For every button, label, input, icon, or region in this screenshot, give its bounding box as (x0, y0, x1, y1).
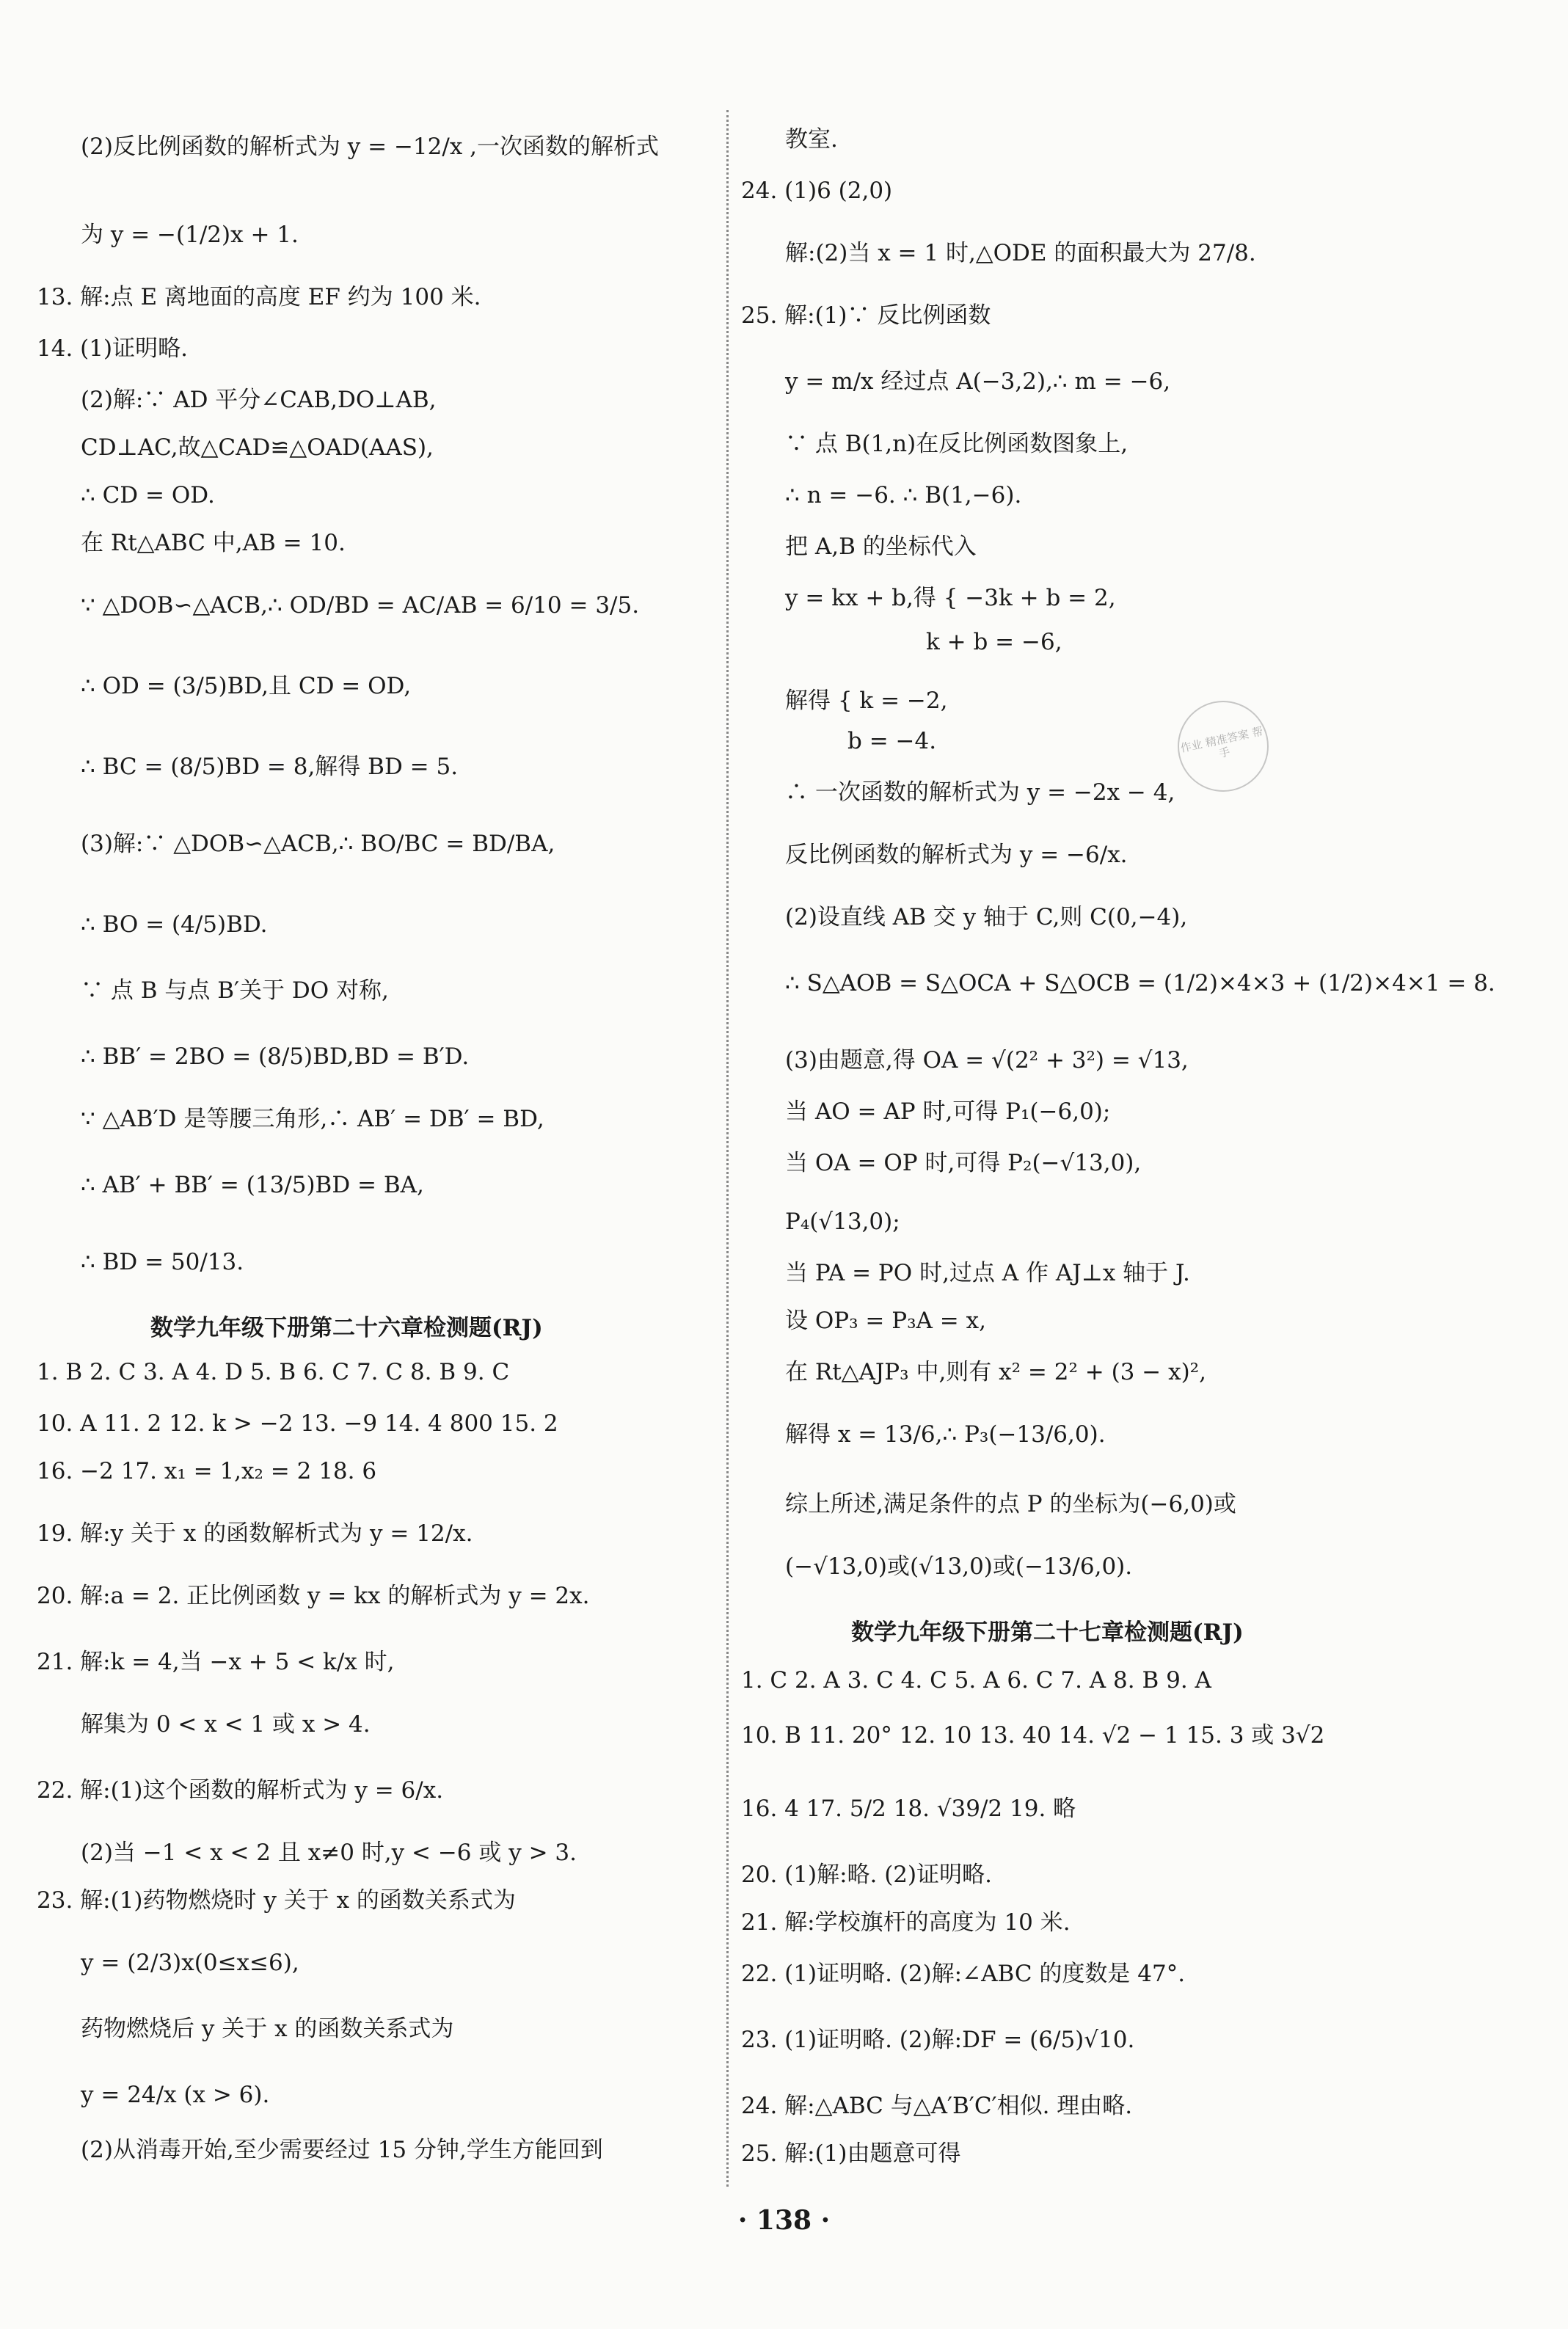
text-line: 1. C 2. A 3. C 4. C 5. A 6. C 7. A 8. B 9. A (741, 1667, 1211, 1694)
right-column (734, 0, 1568, 2329)
text-line: 解集为 0 < x < 1 或 x > 4. (81, 1711, 371, 1738)
text-line: (2)从消毒开始,至少需要经过 15 分钟,学生方能回到 (81, 2137, 603, 2163)
text-line: 25. 解:(1)∵ 反比例函数 (741, 302, 991, 329)
text-line: k + b = −6, (926, 629, 1062, 655)
text-line: ∴ AB′ + BB′ = (13/5)BD = BA, (81, 1172, 424, 1198)
text-line: y = m/x 经过点 A(−3,2),∴ m = −6, (785, 368, 1171, 395)
text-line: P₄(√13,0); (785, 1209, 900, 1235)
text-line: 设 OP₃ = P₃A = x, (785, 1308, 986, 1334)
text-line: 当 OA = OP 时,可得 P₂(−√13,0), (785, 1150, 1142, 1176)
section-title: 数学九年级下册第二十六章检测题(RJ) (150, 1315, 543, 1341)
text-line: 教室. (785, 126, 838, 153)
text-line: 为 y = −(1/2)x + 1. (81, 222, 299, 248)
text-line: ∵ 点 B 与点 B′关于 DO 对称, (81, 977, 389, 1004)
text-line: 在 Rt△ABC 中,AB = 10. (81, 530, 346, 556)
text-line: 反比例函数的解析式为 y = −6/x. (785, 842, 1128, 868)
stamp-text: 作业 精准答案 帮手 (1179, 724, 1265, 761)
text-line: (2)解:∵ AD 平分∠CAB,DO⊥AB, (81, 387, 437, 413)
text-line: 16. −2 17. x₁ = 1,x₂ = 2 18. 6 (37, 1458, 377, 1484)
page-number: · 138 · (737, 2205, 831, 2236)
text-line: (2)设直线 AB 交 y 轴于 C,则 C(0,−4), (785, 904, 1188, 930)
text-line: 20. (1)解:略. (2)证明略. (741, 1862, 992, 1888)
text-line: y = 24/x (x > 6). (81, 2082, 270, 2108)
text-line: (3)由题意,得 OA = √(2² + 3²) = √13, (785, 1047, 1189, 1074)
text-line: 23. (1)证明略. (2)解:DF = (6/5)√10. (741, 2027, 1135, 2053)
text-line: 19. 解:y 关于 x 的函数解析式为 y = 12/x. (37, 1520, 473, 1547)
text-line: 24. (1)6 (2,0) (741, 178, 893, 204)
text-line: 解得 { k = −2, (785, 688, 948, 714)
text-line: 14. (1)证明略. (37, 335, 188, 362)
text-line: 10. B 11. 20° 12. 10 13. 40 14. √2 − 1 15. 3 或 3√2 (741, 1722, 1325, 1749)
text-line: ∴ BB′ = 2BO = (8/5)BD,BD = B′D. (81, 1043, 470, 1070)
section-title: 数学九年级下册第二十七章检测题(RJ) (851, 1619, 1244, 1646)
text-line: 药物燃烧后 y 关于 x 的函数关系式为 (81, 2016, 454, 2042)
text-line: 综上所述,满足条件的点 P 的坐标为(−6,0)或 (785, 1491, 1236, 1517)
text-line: 10. A 11. 2 12. k > −2 13. −9 14. 4 800 15. 2 (37, 1410, 558, 1437)
column-divider (726, 110, 729, 2187)
text-line: ∴ CD = OD. (81, 482, 215, 509)
text-line: 把 A,B 的坐标代入 (785, 533, 977, 560)
text-line: 解得 x = 13/6,∴ P₃(−13/6,0). (785, 1421, 1106, 1448)
text-line: 解:(2)当 x = 1 时,△ODE 的面积最大为 27/8. (785, 240, 1256, 266)
text-line: 23. 解:(1)药物燃烧时 y 关于 x 的函数关系式为 (37, 1887, 516, 1914)
text-line: CD⊥AC,故△CAD≌△OAD(AAS), (81, 434, 434, 461)
text-line: ∵ △DOB∽△ACB,∴ OD/BD = AC/AB = 6/10 = 3/5. (81, 592, 640, 619)
text-line: 当 PA = PO 时,过点 A 作 AJ⊥x 轴于 J. (785, 1260, 1190, 1286)
text-line: (3)解:∵ △DOB∽△ACB,∴ BO/BC = BD/BA, (81, 831, 555, 857)
text-line: ∴ 一次函数的解析式为 y = −2x − 4, (785, 779, 1175, 806)
text-line: (2)反比例函数的解析式为 y = −12/x ,一次函数的解析式 (81, 134, 660, 160)
text-line: ∵ 点 B(1,n)在反比例函数图象上, (785, 431, 1128, 457)
text-line: (2)当 −1 < x < 2 且 x≠0 时,y < −6 或 y > 3. (81, 1840, 577, 1866)
text-line: 21. 解:k = 4,当 −x + 5 < k/x 时, (37, 1649, 395, 1675)
text-line: 21. 解:学校旗杆的高度为 10 米. (741, 1909, 1071, 1936)
text-line: 22. (1)证明略. (2)解:∠ABC 的度数是 47°. (741, 1961, 1186, 1987)
text-line: ∴ BD = 50/13. (81, 1249, 244, 1275)
text-line: 24. 解:△ABC 与△A′B′C′相似. 理由略. (741, 2093, 1133, 2119)
text-line: b = −4. (847, 728, 937, 754)
left-column (0, 0, 726, 2329)
text-line: 在 Rt△AJP₃ 中,则有 x² = 2² + (3 − x)², (785, 1359, 1206, 1385)
text-line: 13. 解:点 E 离地面的高度 EF 约为 100 米. (37, 284, 481, 310)
text-line: ∴ OD = (3/5)BD,且 CD = OD, (81, 673, 412, 699)
text-line: 16. 4 17. 5/2 18. √39/2 19. 略 (741, 1796, 1076, 1822)
text-line: ∵ △AB′D 是等腰三角形,∴ AB′ = DB′ = BD, (81, 1106, 544, 1132)
text-line: 22. 解:(1)这个函数的解析式为 y = 6/x. (37, 1777, 444, 1804)
text-line: y = (2/3)x(0≤x≤6), (81, 1950, 299, 1976)
text-line: 20. 解:a = 2. 正比例函数 y = kx 的解析式为 y = 2x. (37, 1583, 590, 1609)
text-line: 1. B 2. C 3. A 4. D 5. B 6. C 7. C 8. B 9. C (37, 1359, 510, 1385)
text-line: (−√13,0)或(√13,0)或(−13/6,0). (785, 1553, 1133, 1580)
text-line: ∴ BO = (4/5)BD. (81, 911, 268, 938)
text-line: ∴ BC = (8/5)BD = 8,解得 BD = 5. (81, 754, 459, 780)
text-line: ∴ n = −6. ∴ B(1,−6). (785, 482, 1022, 509)
text-line: ∴ S△AOB = S△OCA + S△OCB = (1/2)×4×3 + (1/2)×4×1 = 8. (785, 970, 1495, 996)
text-line: 25. 解:(1)由题意可得 (741, 2140, 961, 2167)
text-line: 当 AO = AP 时,可得 P₁(−6,0); (785, 1098, 1111, 1125)
text-line: y = kx + b,得 { −3k + b = 2, (785, 585, 1116, 611)
